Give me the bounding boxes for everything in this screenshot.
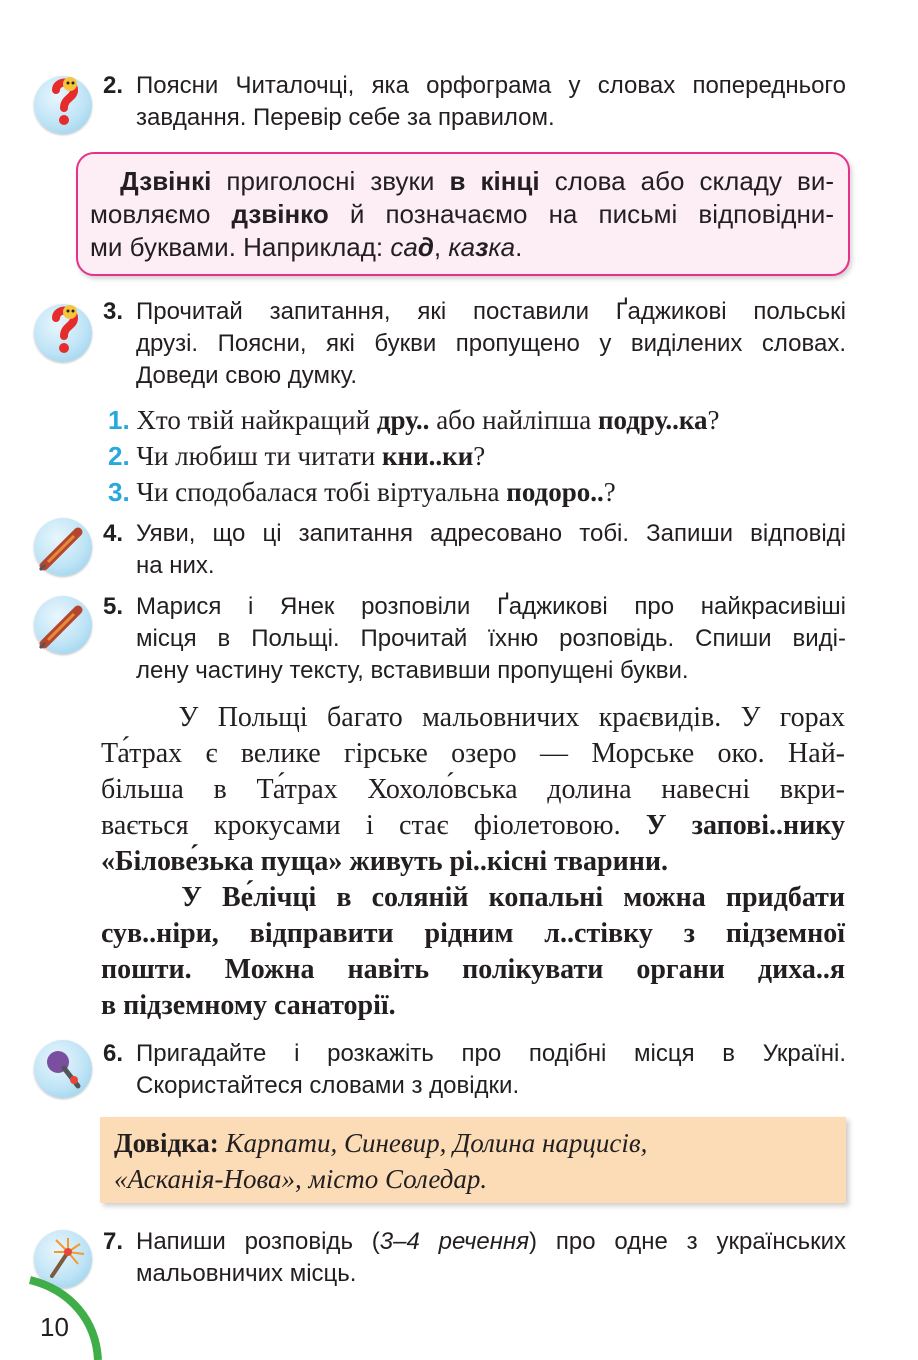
rule-line: ми буквами. Наприклад: сад, казка. bbox=[90, 232, 523, 262]
microphone-icon bbox=[34, 1040, 92, 1098]
story-line: пошти. Можна навіть полікувати органи диха..я bbox=[101, 954, 845, 985]
task-text bbox=[136, 296, 846, 392]
list-item: 2. Чи любиш ти читати кни..ки? bbox=[108, 441, 486, 471]
pen-icon bbox=[34, 596, 92, 654]
question-list bbox=[108, 402, 720, 510]
text-line: Доведи свою думку. bbox=[136, 362, 358, 389]
pen-icon bbox=[34, 518, 92, 576]
text-line: Уяви, що ці запитання адресовано тобі. Запиши відповіді bbox=[136, 520, 846, 547]
task-number: 4. bbox=[103, 520, 124, 547]
rule-box bbox=[76, 152, 850, 276]
task-text bbox=[136, 70, 846, 134]
text-line: мальовничих місць. bbox=[136, 1260, 357, 1287]
story-line: У Ве́лічці в соляній копальні можна придбати bbox=[181, 882, 845, 913]
rule-line: Дзвінкі приголосні звуки в кінці слова або складу ви- bbox=[120, 166, 835, 196]
list-item: 3. Чи сподобалася тобі віртуальна подоро..? bbox=[108, 477, 616, 507]
story-line: Та́трах є велике гірське озеро — Морське око. Най- bbox=[101, 738, 845, 769]
text-line: на них. bbox=[136, 552, 215, 579]
text-line: Прочитай запитання, які поставили Ґаджикові польські bbox=[136, 298, 846, 325]
story-line: в підземному санаторії. bbox=[101, 990, 396, 1021]
story-line: У Польщі багато мальовничих краєвидів. У горах bbox=[178, 702, 845, 733]
task-text bbox=[136, 518, 846, 582]
task-number: 2. bbox=[103, 72, 124, 99]
task-text bbox=[136, 1038, 846, 1102]
text-line: Марися і Янек розповіли Ґаджикові про найкрасивіші bbox=[136, 593, 846, 620]
task-number: 3. bbox=[103, 298, 124, 325]
question-mascot-icon bbox=[34, 304, 92, 362]
story-line: вається крокусами і стає фіолетовою. У запові..нику bbox=[101, 810, 845, 841]
text-line: лену частину тексту, вставивши пропущені букви. bbox=[136, 657, 689, 684]
list-item: 1. Хто твій найкращий дру.. або найліпша подру..ка? bbox=[108, 405, 720, 435]
task-text bbox=[136, 1226, 846, 1290]
text-line: Пригадайте і розкажіть про подібні місця в Україні. bbox=[136, 1040, 846, 1067]
story-line: більша в Та́трах Хохоло́вська долина навесні вкри- bbox=[101, 774, 845, 805]
task-text bbox=[136, 591, 846, 687]
help-box bbox=[100, 1117, 846, 1203]
text-line: Скористайтеся словами з довідки. bbox=[136, 1072, 520, 1099]
text-line: Напиши розповідь (3–4 речення) про одне з українських bbox=[136, 1228, 847, 1255]
story-text bbox=[101, 700, 845, 1024]
help-line: Довідка: Карпати, Синевир, Долина нарцисів, bbox=[114, 1128, 648, 1158]
task-number: 5. bbox=[103, 593, 124, 620]
task-number: 7. bbox=[103, 1228, 124, 1255]
rule-line: мовляємо дзвінко й позначаємо на письмі відповідни- bbox=[90, 199, 834, 229]
question-mascot-icon bbox=[34, 76, 92, 134]
text-line: місця в Польщі. Прочитай їхню розповідь. Спиши виді- bbox=[136, 625, 846, 652]
task-number: 6. bbox=[103, 1040, 124, 1067]
help-line: «Асканія-Нова», місто Соледар. bbox=[114, 1164, 488, 1194]
text-line: Поясни Читалочці, яка орфограма у словах попереднього bbox=[136, 72, 846, 99]
story-line: сув..ніри, відправити рідним л..стівку з підземної bbox=[101, 918, 845, 949]
story-line: «Білове́зька пуща» живуть рі..кісні тварини. bbox=[101, 846, 668, 877]
text-line: завдання. Перевір себе за правилом. bbox=[136, 104, 555, 131]
text-line: друзі. Поясни, які букви пропущено у виділених словах. bbox=[136, 330, 846, 357]
page-number: 10 bbox=[40, 1312, 69, 1342]
